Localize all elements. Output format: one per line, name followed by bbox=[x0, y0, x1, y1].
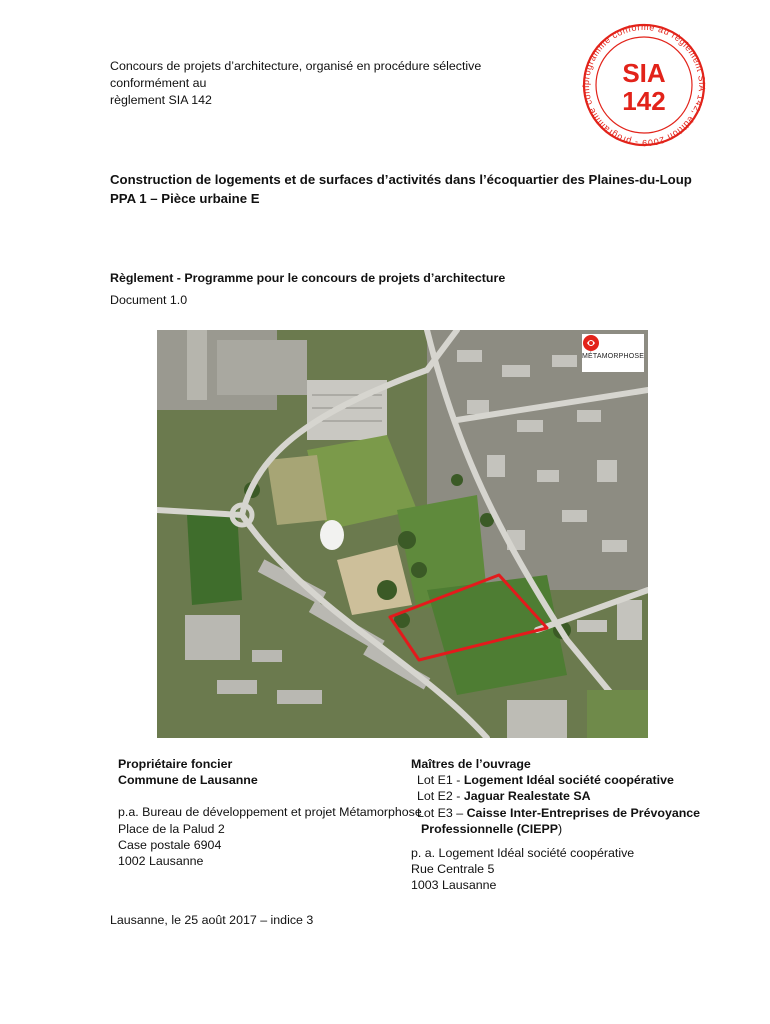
clients-heading: Maîtres de l’ouvrage bbox=[411, 757, 531, 771]
client-lot-e3 bbox=[407, 805, 700, 821]
client-lot-e2 bbox=[407, 788, 700, 804]
client-lot-e1 bbox=[407, 772, 700, 788]
landowner-address-3: 1002 Lausanne bbox=[118, 854, 204, 869]
sia-142-stamp bbox=[560, 22, 730, 148]
lot-e3-prefix: Lot E3 – bbox=[417, 805, 467, 820]
landowner-care-of: p.a. Bureau de développement et projet Métamorphose bbox=[118, 805, 422, 820]
aerial-site-map bbox=[157, 330, 648, 738]
title-line-1: Construction de logements et de surfaces d’activités dans l’écoquartier des Plaines-du-Loup bbox=[110, 172, 692, 187]
clients-address-2: 1003 Lausanne bbox=[411, 878, 497, 893]
landowner-address-2: Case postale 6904 bbox=[118, 837, 222, 852]
landowner-name: Commune de Lausanne bbox=[118, 773, 258, 788]
intro-line-1: Concours de projets d’architecture, organisé en procédure sélective conformément au bbox=[110, 59, 482, 90]
lot-e2-name: Jaguar Realestate SA bbox=[463, 789, 591, 804]
metamorphose-logo-icon bbox=[582, 334, 600, 352]
stamp-number-text: 142 bbox=[622, 86, 666, 116]
landowner-block bbox=[118, 756, 422, 869]
aerial-photo bbox=[157, 330, 648, 738]
lot-e1-name: Logement Idéal société coopérative bbox=[463, 773, 674, 788]
intro-line-2: règlement SIA 142 bbox=[110, 93, 212, 107]
intro-text bbox=[110, 58, 560, 109]
clients-address-1: Rue Centrale 5 bbox=[411, 862, 495, 877]
clients-care-of: p. a. Logement Idéal société coopérative bbox=[411, 846, 635, 861]
lot-e3-name-b: Professionnelle (CIEPP bbox=[421, 821, 559, 836]
clients-block bbox=[407, 756, 700, 894]
metamorphose-logo-text: MÉTAMORPHOSE bbox=[582, 353, 645, 360]
landowner-address-1: Place de la Palud 2 bbox=[118, 821, 225, 836]
stamp-ring-text: programme conforme au règlement SIA 142, édition 2009 - programme conf bbox=[580, 22, 708, 148]
lot-e3-name-a: Caisse Inter-Entreprises de Prévoyance bbox=[466, 805, 701, 820]
stamp-sia-text: SIA bbox=[622, 58, 666, 88]
lot-e2-prefix: Lot E2 - bbox=[417, 789, 464, 804]
document-version: Document 1.0 bbox=[110, 293, 188, 307]
document-subtitle: Règlement - Programme pour le concours de projets d’architecture bbox=[110, 271, 506, 285]
title-line-2: PPA 1 – Pièce urbaine E bbox=[110, 191, 260, 206]
date-footer: Lausanne, le 25 août 2017 – indice 3 bbox=[110, 913, 314, 927]
document-title bbox=[110, 170, 710, 208]
lot-e3-close: ) bbox=[558, 821, 563, 836]
client-lot-e3-cont bbox=[407, 821, 700, 837]
lot-e1-prefix: Lot E1 - bbox=[417, 773, 464, 788]
landowner-heading: Propriétaire foncier bbox=[118, 757, 233, 771]
metamorphose-logo bbox=[582, 334, 644, 372]
